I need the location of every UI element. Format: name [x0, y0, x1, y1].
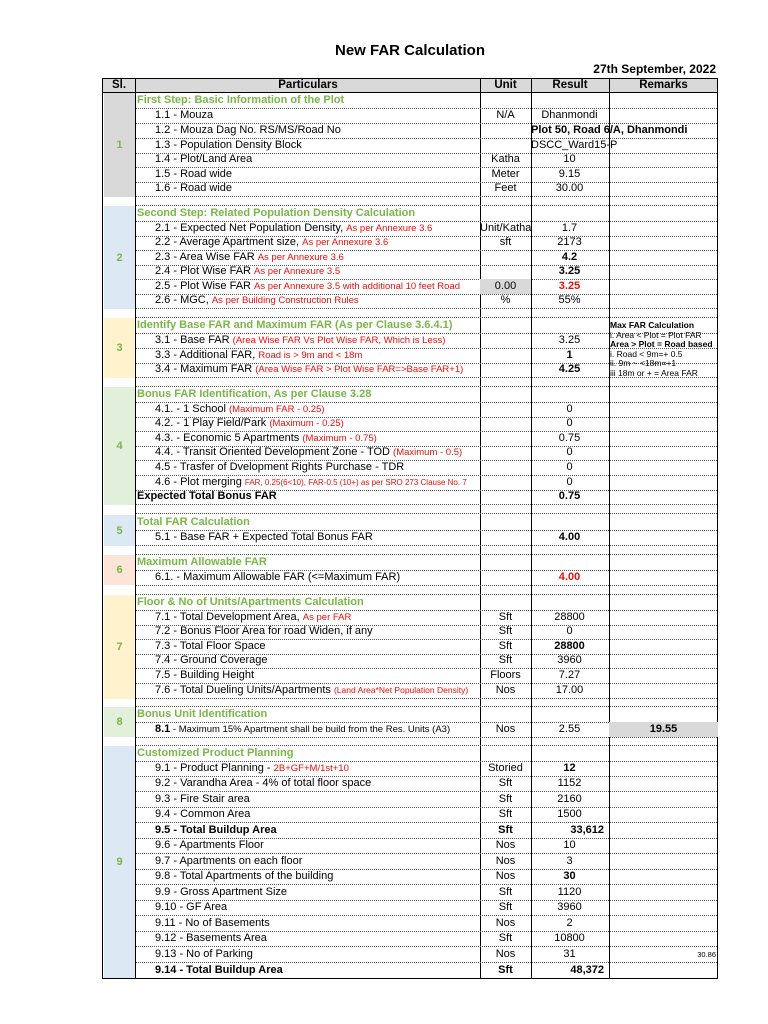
particulars-cell	[137, 431, 499, 446]
unit-cell: Sft	[498, 777, 513, 789]
particulars-number: 8.1	[155, 723, 171, 735]
table-row	[136, 123, 717, 139]
header-result: Result	[552, 79, 588, 91]
unit-cell: Sft	[498, 901, 513, 913]
unit-cell: Nos	[495, 855, 516, 867]
report-date: 27th September, 2022	[593, 62, 716, 76]
unit-cell: Feet	[494, 182, 517, 194]
reference-note: Road is > 9m and < 18m	[258, 350, 363, 361]
result-cell: Dhanmondi	[541, 109, 598, 121]
particulars-text: 3.3 - Additional FAR,	[155, 349, 259, 361]
particulars-cell: 9.4 - Common Area	[155, 808, 251, 820]
header-unit: Unit	[494, 79, 517, 91]
result-cell: 4.00	[558, 531, 581, 543]
reference-note: (Land Area*Net Population Density)	[333, 685, 469, 695]
particulars-text: 3.4 - Maximum FAR	[155, 363, 256, 375]
unit-cell: Sft	[498, 625, 513, 637]
result-cell: DSCC_Ward15-P	[531, 139, 618, 151]
unit-cell: Nos	[495, 723, 516, 735]
reference-note: FAR, 0.25(6<10), FAR-0.5 (10+) as per SRO 273 Clause No. 7	[244, 478, 467, 487]
particulars-cell	[137, 445, 499, 460]
reference-note: (Maximum - 0.75)	[302, 433, 377, 444]
result-cell: 1	[566, 349, 573, 361]
result-cell: 0	[566, 403, 573, 415]
table-row	[136, 900, 717, 916]
particulars-cell	[137, 475, 499, 490]
result-cell: 3.25	[558, 265, 581, 277]
block-number-6: 6	[104, 555, 135, 585]
table-row	[136, 823, 717, 839]
unit-cell: Meter	[491, 168, 520, 180]
unit-cell: 0.00	[480, 279, 531, 294]
unit-cell: Sft	[498, 640, 513, 652]
far-calculation-table	[102, 78, 718, 979]
header-sl-no: Sl.	[111, 79, 127, 91]
particulars-cell: 1.1 - Mouza	[155, 109, 214, 121]
table-row	[136, 854, 717, 870]
table-row	[136, 235, 717, 251]
particulars-cell: 9.6 - Apartments Floor	[155, 839, 264, 851]
result-cell: 28800	[554, 640, 585, 652]
remarks-cell: 30.86	[697, 950, 716, 959]
block-number-8: 8	[104, 707, 135, 737]
particulars-text: 4.3. - Economic 5 Apartments	[155, 432, 303, 444]
section-heading-row	[136, 746, 717, 762]
result-cell: 7.27	[558, 669, 581, 681]
result-cell: 4.2	[561, 251, 578, 263]
particulars-text: 4.6 - Plot merging	[155, 476, 245, 488]
result-cell: 12	[563, 762, 576, 774]
unit-cell: Nos	[495, 684, 516, 696]
particulars-cell: 1.4 - Plot/Land Area	[155, 153, 253, 165]
reference-note: (Maximum FAR - 0.25)	[229, 404, 325, 415]
result-cell: 30.00	[555, 182, 584, 194]
result-cell: 4.00	[558, 571, 581, 583]
result-cell: 0	[566, 446, 573, 458]
unit-cell: %	[500, 294, 511, 306]
reference-note: As per FAR	[302, 612, 352, 623]
unit-cell: Nos	[495, 917, 516, 929]
header-particulars: Particulars	[278, 79, 338, 91]
particulars-cell	[137, 761, 499, 776]
section-heading-row	[136, 515, 717, 531]
particulars-cell: 9.13 - No of Parking	[155, 948, 253, 960]
result-cell: 10800	[554, 932, 585, 944]
header-remarks: Remarks	[639, 79, 688, 91]
note-line: i. Road < 9m=+ 0.5	[610, 348, 683, 359]
table-row	[136, 653, 717, 669]
spacer-row	[136, 545, 717, 555]
particulars-text: 2.1 - Expected Net Population Density,	[155, 222, 347, 234]
particulars-cell: 7.3 - Total Floor Space	[155, 640, 266, 652]
table-row	[136, 445, 717, 461]
particulars-cell: 9.2 - Varandha Area - 4% of total floor space	[155, 777, 372, 789]
result-cell: 9.15	[558, 168, 581, 180]
result-cell: 3.25	[558, 280, 581, 292]
result-cell: 55%	[558, 294, 581, 306]
result-cell: 48,372	[570, 964, 604, 976]
table-row	[136, 963, 717, 978]
block-number-3: 3	[104, 318, 135, 378]
note-line: Max FAR Calculation	[610, 320, 695, 330]
result-cell: 17.00	[555, 684, 584, 696]
result-cell: 3960	[557, 654, 582, 666]
table-row	[136, 624, 717, 640]
particulars-cell	[137, 416, 499, 431]
particulars-text: 2.3 - Area Wise FAR	[155, 251, 258, 263]
remarks-cell: 19.55	[609, 722, 718, 737]
reference-note: (Area Wise FAR > Plot Wise FAR=>Base FAR+1)	[255, 364, 464, 375]
table-row	[136, 869, 717, 885]
section-title: Identify Base FAR and Maximum FAR (As per Clause 3.6.4.1)	[137, 319, 453, 331]
result-cell: 0	[566, 461, 573, 473]
table-row	[136, 489, 717, 505]
particulars-text: 4.4. - Transit Oriented Development Zone - TOD	[155, 446, 394, 458]
table-row	[136, 683, 717, 699]
section-title: Total FAR Calculation	[137, 516, 250, 528]
particulars-cell	[137, 221, 499, 236]
reference-note: As per Building Construction Rules	[211, 295, 359, 306]
section-title: Bonus FAR Identification, As per Clause 3.28	[137, 388, 372, 400]
particulars-cell	[137, 264, 499, 279]
unit-cell: Storied	[488, 762, 523, 774]
table-row	[136, 947, 717, 963]
particulars-cell: 1.6 - Road wide	[155, 182, 233, 194]
unit-cell: Nos	[495, 870, 516, 882]
unit-cell: Sft	[498, 964, 513, 976]
particulars-cell: 4.5 - Trasfer of Dvelopment Rights Purchase - TDR	[155, 461, 405, 473]
reference-note: As per Annexure 3.6	[257, 252, 344, 263]
table-row	[136, 570, 717, 586]
particulars-cell: Expected Total Bonus FAR	[137, 490, 277, 502]
particulars-text: 7.1 - Total Development Area,	[155, 611, 303, 623]
note-line: ii. 9m ~ <18m=+1	[610, 358, 677, 368]
page-title: New FAR Calculation	[334, 42, 486, 59]
particulars-text: 4.2. - 1 Play Field/Park	[155, 417, 270, 429]
result-cell: 31	[563, 948, 576, 960]
result-cell: 1500	[557, 808, 582, 820]
particulars-cell: 7.4 - Ground Coverage	[155, 654, 268, 666]
table-row	[136, 416, 717, 432]
reference-note: 2B+GF+M/1st+10	[273, 763, 349, 774]
section-heading-row	[136, 595, 717, 611]
unit-cell: Sft	[498, 611, 513, 623]
result-cell: 10	[563, 839, 576, 851]
particulars-text: - Maximum 15% Apartment shall be build from the Res. Units (A3)	[170, 724, 451, 735]
unit-cell: Nos	[495, 948, 516, 960]
section-heading-row	[136, 93, 717, 109]
result-cell: 3	[566, 855, 573, 867]
particulars-cell: 7.2 - Bonus Floor Area for road Widen, if any	[155, 625, 373, 637]
note-line: i. Area < Plot = Plot FAR	[610, 329, 702, 340]
table-row	[136, 776, 717, 792]
particulars-cell: 9.14 - Total Buildup Area	[155, 964, 283, 976]
particulars-cell	[137, 250, 499, 265]
section-title: Floor & No of Units/Apartments Calculation	[137, 596, 364, 608]
particulars-cell: 9.9 - Gross Apartment Size	[155, 886, 288, 898]
section-title: Bonus Unit Identification	[137, 708, 268, 720]
result-cell: 4.25	[558, 363, 581, 375]
unit-cell: Unit/Katha	[480, 222, 532, 234]
table-row	[136, 838, 717, 854]
particulars-cell: 1.5 - Road wide	[155, 168, 233, 180]
particulars-cell: 9.3 - Fire Stair area	[155, 793, 250, 805]
particulars-cell	[137, 362, 499, 377]
unit-cell: N/A	[496, 109, 515, 121]
section-title: Second Step: Related Population Density Calculation	[137, 207, 416, 219]
result-cell: 3960	[557, 901, 582, 913]
particulars-cell: 7.5 - Building Height	[155, 669, 255, 681]
spacer-row	[136, 377, 717, 387]
block-number-7: 7	[104, 595, 135, 699]
table-row	[136, 181, 717, 197]
particulars-text: 4.1. - 1 School	[155, 403, 229, 415]
block-number-1: 1	[104, 93, 135, 197]
reference-note: (Area Wise FAR Vs Plot Wise FAR, Which is Less)	[232, 335, 446, 346]
table-row	[136, 807, 717, 823]
result-cell: 1120	[557, 886, 582, 898]
result-cell: 1.7	[561, 222, 578, 234]
particulars-text: 3.1 - Base FAR	[155, 334, 233, 346]
block-number-5: 5	[104, 515, 135, 546]
unit-cell: Katha	[491, 153, 520, 165]
result-cell: 2.55	[558, 723, 581, 735]
spacer-row	[136, 737, 717, 746]
spacer-row	[136, 504, 717, 514]
result-cell: 0	[566, 476, 573, 488]
block-number-2: 2	[104, 206, 135, 309]
result-cell: 1152	[557, 777, 582, 789]
table-row	[136, 885, 717, 901]
particulars-cell: 1.3 - Population Density Block	[155, 139, 302, 151]
particulars-cell: 5.1 - Base FAR + Expected Total Bonus FAR	[155, 531, 373, 543]
result-cell: 0.75	[558, 490, 581, 502]
unit-cell: sft	[499, 236, 512, 248]
particulars-text: 2.6 - MGC,	[155, 294, 212, 306]
particulars-text: 9.1 - Product Planning -	[155, 762, 274, 774]
section-heading-row	[136, 206, 717, 222]
result-cell: 2173	[557, 236, 582, 248]
unit-cell: Sft	[498, 932, 513, 944]
table-row	[136, 460, 717, 476]
particulars-text: 2.2 - Average Apartment size,	[155, 236, 303, 248]
particulars-cell: 9.7 - Apartments on each floor	[155, 855, 303, 867]
note-line: iii 18m or + = Area FAR	[610, 367, 698, 378]
unit-cell: Sft	[498, 808, 513, 820]
unit-cell: Sft	[498, 793, 513, 805]
particulars-text: 7.6 - Total Dueling Units/Apartments	[155, 684, 334, 696]
result-cell: 30	[563, 870, 576, 882]
table-row	[136, 108, 717, 124]
section-title: Customized Product Planning	[137, 747, 294, 759]
result-cell: 0	[566, 417, 573, 429]
particulars-cell	[137, 348, 499, 363]
particulars-cell	[137, 610, 499, 625]
result-cell: 0.75	[558, 432, 581, 444]
particulars-cell	[137, 235, 499, 250]
particulars-cell: 9.5 - Total Buildup Area	[155, 824, 277, 836]
particulars-cell: 6.1. - Maximum Allowable FAR (<=Maximum FAR)	[155, 571, 401, 583]
table-row	[136, 761, 717, 777]
particulars-cell	[137, 279, 499, 294]
spacer-row	[136, 698, 717, 707]
unit-cell: Sft	[498, 886, 513, 898]
unit-cell: Sft	[498, 654, 513, 666]
particulars-cell	[137, 722, 499, 737]
max-far-note	[610, 321, 718, 378]
spacer-row	[136, 585, 717, 595]
particulars-cell: 9.12 - Basements Area	[155, 932, 267, 944]
reference-note: As per Annexure 3.5	[254, 266, 341, 277]
reference-note: (Maximum - 0.25)	[269, 418, 344, 429]
particulars-cell: 9.10 - GF Area	[155, 901, 228, 913]
note-line: Area > Plot = Road based	[610, 339, 713, 349]
particulars-cell: 9.8 - Total Apartments of the building	[155, 870, 334, 882]
table-row	[136, 152, 717, 168]
section-heading-row	[136, 707, 717, 723]
table-row	[136, 792, 717, 808]
reference-note: As per Annexure 3.5 with additional 10 feet Road	[254, 281, 461, 292]
result-cell: 10	[563, 153, 576, 165]
result-cell: 28800	[554, 611, 585, 623]
table-row	[136, 530, 717, 546]
section-title: First Step: Basic Information of the Plot	[137, 94, 345, 106]
result-cell: 0	[566, 625, 573, 637]
particulars-cell	[137, 402, 499, 417]
table-row	[136, 931, 717, 947]
unit-cell: Nos	[495, 839, 516, 851]
spacer-row	[136, 308, 717, 318]
result-cell: Plot 50, Road 6/A, Dhanmondi	[531, 124, 688, 136]
particulars-text: 2.5 - Plot Wise FAR	[155, 280, 255, 292]
section-heading-row	[136, 387, 717, 403]
particulars-cell	[137, 683, 499, 698]
particulars-text: 2.4 - Plot Wise FAR	[155, 265, 255, 277]
particulars-cell: 9.11 - No of Basements	[155, 917, 270, 929]
block-number-9: 9	[104, 746, 135, 978]
section-heading-row	[136, 555, 717, 571]
result-cell: 2160	[557, 793, 582, 805]
table-row	[136, 916, 717, 932]
spacer-row	[136, 196, 717, 206]
reference-note: As per Annexure 3.6	[346, 223, 433, 234]
particulars-cell	[137, 293, 499, 308]
block-number-4: 4	[104, 387, 135, 505]
particulars-cell: 1.2 - Mouza Dag No. RS/MS/Road No	[155, 124, 341, 136]
table-header	[103, 79, 717, 93]
table-row	[136, 264, 717, 280]
particulars-cell	[137, 333, 499, 348]
table-row	[136, 668, 717, 684]
reference-note: (Maximum - 0.5)	[393, 447, 463, 458]
unit-cell: Floors	[490, 669, 521, 681]
table-row	[136, 722, 717, 738]
result-cell: 2	[566, 917, 573, 929]
table-row	[136, 293, 717, 309]
result-cell: 33,612	[570, 824, 604, 836]
unit-cell: Sft	[498, 824, 513, 836]
section-title: Maximum Allowable FAR	[137, 556, 267, 568]
reference-note: As per Annexure 3.6	[302, 237, 389, 248]
result-cell: 3.25	[558, 334, 581, 346]
